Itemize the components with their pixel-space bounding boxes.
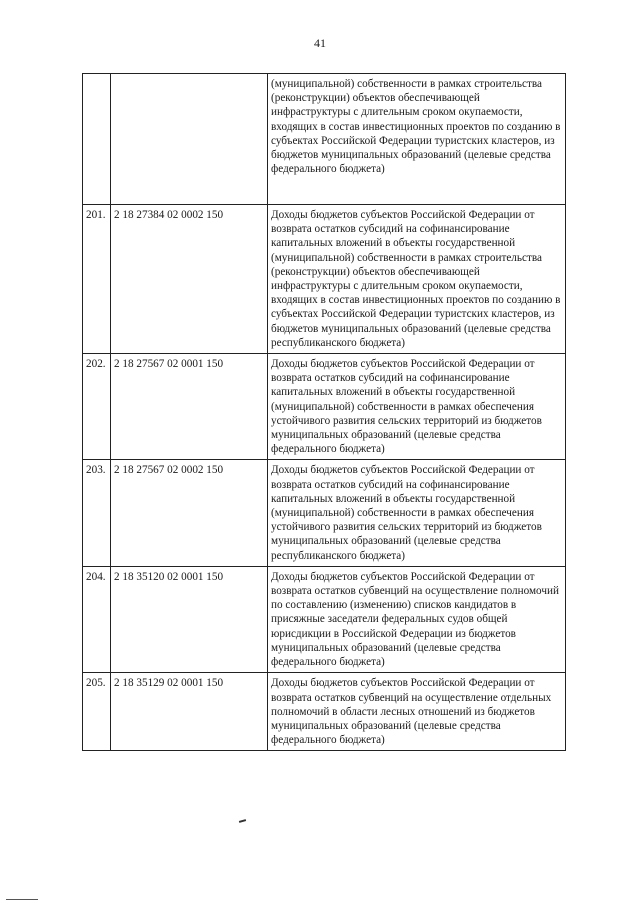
table-row — [83, 460, 566, 566]
row-description: Доходы бюджетов субъектов Российской Федерации от возврата остатков субсидий на софинансирование капитальных вложений в объекты государственной (муниципальной) собственности в рамках обеспечения устойчивого развития сельских территорий из бюджетов муниципальных образований (целевые средства федерального бюджета) — [268, 354, 566, 460]
row-number: 202. — [83, 354, 111, 460]
table-row — [83, 74, 566, 205]
row-description: (муниципальной) собственности в рамках строительства (реконструкции) объектов обеспечивающей инфраструктуры с длительным сроком окупаемости, входящих в состав инвестиционных проектов по созданию в субъектах Российской Федерации туристских кластеров, из бюджетов муниципальных образований (целевые средства федерального бюджета) — [268, 74, 566, 205]
budget-code: 2 18 27567 02 0001 150 — [111, 354, 268, 460]
budget-code: 2 18 35129 02 0001 150 — [111, 673, 268, 751]
footer-line — [6, 899, 38, 900]
page-number: 41 — [314, 36, 326, 50]
row-description: Доходы бюджетов субъектов Российской Федерации от возврата остатков субсидий на софинансирование капитальных вложений в объекты государственной (муниципальной) собственности в рамках строительства (реконструкции) объектов обеспечивающей инфраструктуры с длительным сроком окупаемости, входящих в состав инвестиционных проектов по созданию в субъектах Российской Федерации туристских кластеров, из бюджетов муниципальных образований (целевые средства республиканского бюджета) — [268, 205, 566, 354]
row-number: 204. — [83, 566, 111, 672]
budget-code: 2 18 27384 02 0002 150 — [111, 205, 268, 354]
row-number: 203. — [83, 460, 111, 566]
table-row — [83, 354, 566, 460]
budget-code: 2 18 27567 02 0002 150 — [111, 460, 268, 566]
pen-mark — [239, 819, 246, 823]
row-number: 205. — [83, 673, 111, 751]
row-description: Доходы бюджетов субъектов Российской Федерации от возврата остатков субсидий на софинансирование капитальных вложений в объекты государственной (муниципальной) собственности в рамках обеспечения устойчивого развития сельских территорий из бюджетов муниципальных образований (целевые средства республиканского бюджета) — [268, 460, 566, 566]
table-row — [83, 673, 566, 751]
row-number: 201. — [83, 205, 111, 354]
row-description: Доходы бюджетов субъектов Российской Федерации от возврата остатков субвенций на осуществление отдельных полномочий в области лесных отношений из бюджетов муниципальных образований (целевые средства федерального бюджета) — [268, 673, 566, 751]
table-row — [83, 566, 566, 672]
row-number — [83, 74, 111, 205]
income-codes-table — [82, 73, 566, 751]
budget-code — [111, 74, 268, 205]
row-description: Доходы бюджетов субъектов Российской Федерации от возврата остатков субвенций на осуществление полномочий по составлению (изменению) списков кандидатов в присяжные заседатели федеральных судов общей юрисдикции в Российской Федерации из бюджетов муниципальных образований (целевые средства федерального бюджета) — [268, 566, 566, 672]
table-row — [83, 205, 566, 354]
budget-code: 2 18 35120 02 0001 150 — [111, 566, 268, 672]
